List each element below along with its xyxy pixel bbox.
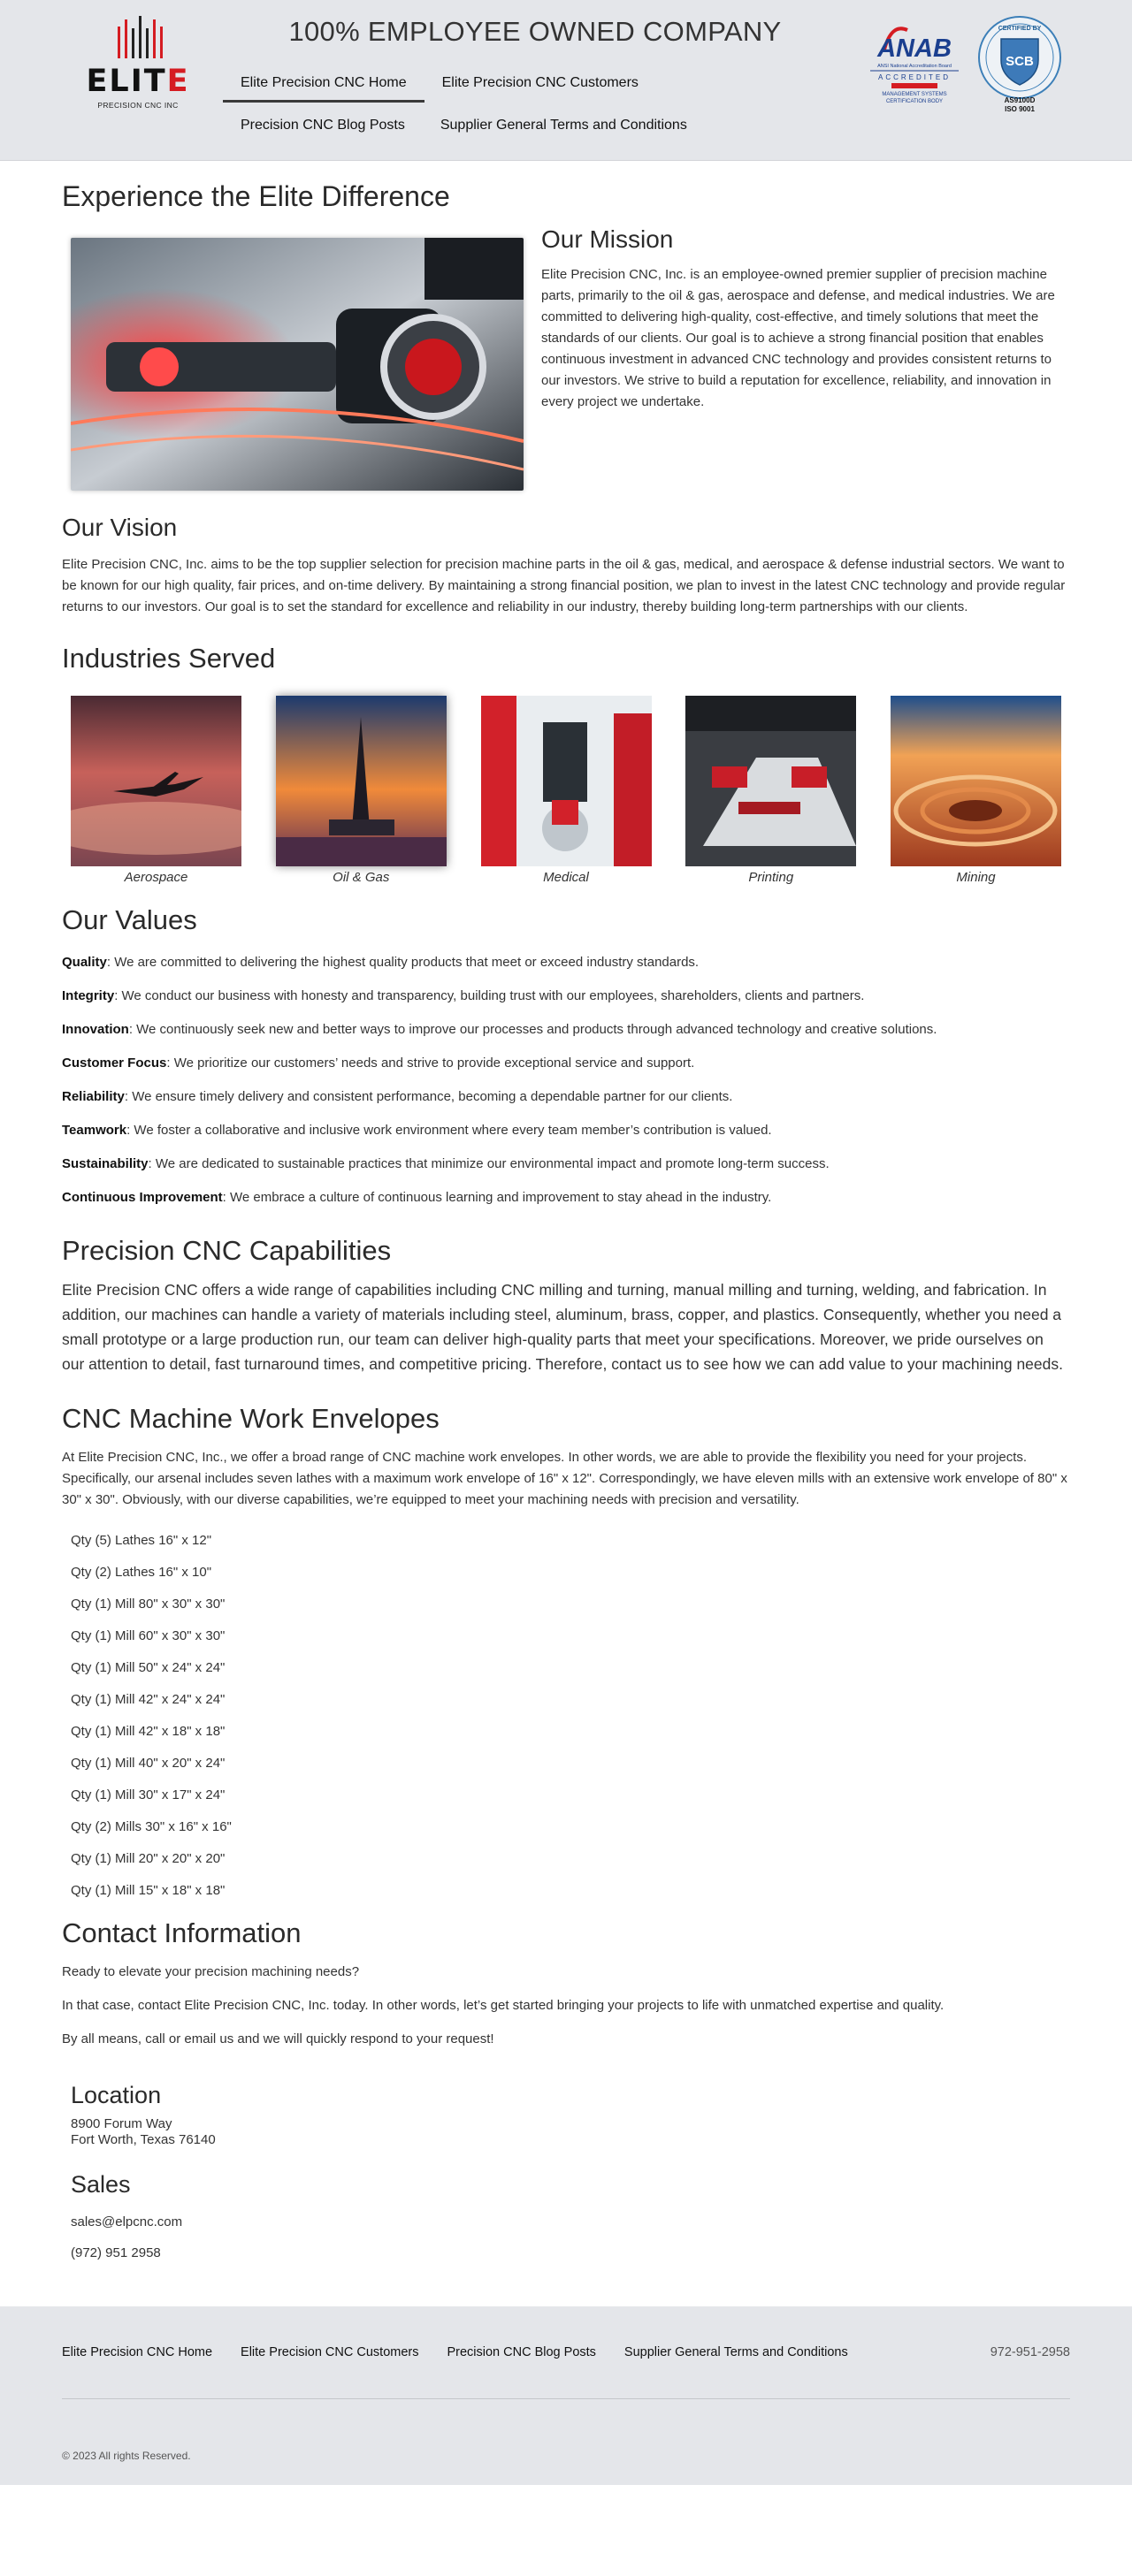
footer-home-link[interactable]: Elite Precision CNC Home (62, 2345, 213, 2359)
logo-bars-icon (69, 16, 207, 64)
site-header (0, 0, 1132, 161)
location-heading: Location (71, 2082, 162, 2108)
svg-text:ANAB: ANAB (877, 34, 952, 63)
printing-image (685, 696, 856, 866)
nav-home-link[interactable]: Elite Precision CNC Home (223, 64, 424, 103)
values-heading: Our Values (62, 904, 197, 935)
envelopes-intro: At Elite Precision CNC, Inc., we offer a broad range of CNC machine work envelopes. In other words, we are able to provide the flexibility you need for your projects. Specifically, our arsenal includes seven lathes with a maximum work envelope of 16" x 12". Correspondingly, we have eleven mills with an extensive work envelope of 80" x 30" x 30". Obviously, with our diverse capabilities, we’re equipped to meet your machining needs with precision and versatility. (62, 1450, 1067, 1507)
list-item: Qty (5) Lathes 16" x 12" (71, 1533, 212, 1548)
mission-section (62, 225, 1070, 491)
anab-accreditation-badge (865, 19, 964, 111)
industry-card-aerospace[interactable] (71, 696, 241, 885)
capabilities-text: Elite Precision CNC offers a wide range of capabilities including CNC milling and turning, manual milling and turning, welding, and fabrication. In addition, our machines can handle a variety of materials including steel, aluminum, brass, copper, and plastics. Consequently, whether you need a small prototype or a large production run, our team can deliver high-quality parts that meet your specifications. Moreover, we pride ourselves on our attention to detail, fast turnaround times, and competitive pricing. Therefore, contact us to see how we can add value to your machining needs. (62, 1281, 1063, 1373)
mission-text: Elite Precision CNC, Inc. is an employee-owned premier supplier of precision machine parts, primarily to the oil & gas, aerospace and defense, and medical industries. We are committed to delivering high-quality, cost-effective, and timely solutions that meet the standards of our clients. Our goal is to achieve a strong financial position that enables continuous investment in advanced CNC technology and provides consistent returns to our investors. We strive to build a reputation for excellence, reliability, and innovation in every project we undertake. (541, 267, 1055, 409)
industry-caption: Aerospace (124, 870, 188, 885)
oil-gas-image (276, 696, 447, 866)
footer-nav (62, 2345, 876, 2359)
sales-email-link[interactable]: sales@elpcnc.com (71, 2214, 183, 2229)
site-footer (0, 2306, 1132, 2485)
svg-text:AS9100D: AS9100D (1004, 96, 1036, 104)
capabilities-heading: Precision CNC Capabilities (62, 1235, 392, 1266)
svg-text:ACCREDITED: ACCREDITED (877, 73, 952, 81)
value-item: Reliability: We ensure timely delivery and consistent performance, becoming a dependable partner for our clients. (62, 1089, 733, 1104)
contact-heading: Contact Information (62, 1917, 302, 1948)
address-line-2: Fort Worth, Texas 76140 (71, 2132, 216, 2147)
aerospace-image (71, 696, 241, 866)
industry-caption: Oil & Gas (333, 870, 390, 885)
footer-terms-link[interactable]: Supplier General Terms and Conditions (623, 2345, 848, 2359)
list-item: Qty (1) Mill 42" x 18" x 18" (71, 1724, 226, 1739)
value-item: Customer Focus: We prioritize our customers’ needs and strive to provide exceptional service and support. (62, 1056, 695, 1071)
contact-text-3: By all means, call or email us and we will quickly respond to your request! (62, 2031, 494, 2046)
mining-image (891, 696, 1061, 866)
nav-terms-link[interactable]: Supplier General Terms and Conditions (440, 118, 687, 133)
copyright: © 2023 All rights Reserved. (62, 2450, 191, 2462)
svg-text:CERTIFICATION BODY: CERTIFICATION BODY (885, 99, 944, 104)
industry-card-printing[interactable] (685, 696, 856, 885)
envelopes-heading: CNC Machine Work Envelopes (62, 1403, 440, 1434)
industry-card-medical[interactable] (481, 696, 652, 885)
list-item: Qty (1) Mill 80" x 30" x 30" (71, 1597, 226, 1612)
scb-certification-badge (976, 14, 1063, 113)
industry-card-oil-gas[interactable] (276, 696, 447, 885)
value-item: Teamwork: We foster a collaborative and inclusive work environment where every team member’s contribution is valued. (62, 1123, 772, 1138)
logo-wordmark: ELITE (86, 64, 190, 99)
list-item: Qty (1) Mill 15" x 18" x 18" (71, 1883, 226, 1898)
vision-heading: Our Vision (62, 514, 178, 541)
svg-text:ISO 9001: ISO 9001 (1005, 105, 1035, 113)
svg-text:MANAGEMENT SYSTEMS: MANAGEMENT SYSTEMS (882, 92, 947, 97)
sales-phone-link[interactable]: (972) 951 2958 (71, 2245, 161, 2260)
industries-gallery (71, 696, 1061, 885)
list-item: Qty (1) Mill 20" x 20" x 20" (71, 1851, 226, 1866)
list-item: Qty (1) Mill 50" x 24" x 24" (71, 1660, 226, 1675)
footer-phone-link[interactable]: 972-951-2958 (990, 2345, 1070, 2359)
value-item: Integrity: We conduct our business with honesty and transparency, building trust with our employees, shareholders, clients and partners. (62, 988, 865, 1003)
value-item: Quality: We are committed to delivering the highest quality products that meet or exceed industry standards. (62, 955, 700, 970)
contact-text-2: In that case, contact Elite Precision CNC, Inc. today. In other words, let’s get started bringing your projects to life with unmatched expertise and quality. (62, 1998, 945, 2013)
cnc-spindle-hero-image (71, 238, 524, 491)
logo-subtitle: PRECISION CNC INC (97, 101, 179, 110)
list-item: Qty (1) Mill 42" x 24" x 24" (71, 1692, 226, 1707)
industry-caption: Mining (956, 870, 996, 885)
svg-text:CERTIFIED BY: CERTIFIED BY (998, 26, 1042, 32)
industry-caption: Printing (748, 870, 794, 885)
svg-text:ANSI National Accreditation Bo: ANSI National Accreditation Board (877, 64, 952, 69)
footer-customers-link[interactable]: Elite Precision CNC Customers (241, 2345, 419, 2359)
list-item: Qty (1) Mill 40" x 20" x 24" (71, 1756, 226, 1771)
nav-blog-link[interactable]: Precision CNC Blog Posts (241, 118, 405, 133)
address (71, 2116, 1070, 2148)
contact-details (71, 2082, 1070, 2260)
contact-text-1: Ready to elevate your precision machining needs? (62, 1964, 360, 1979)
value-item: Sustainability: We are dedicated to sustainable practices that minimize our environmental impact and promote long-term success. (62, 1156, 830, 1171)
nav-customers-link[interactable]: Elite Precision CNC Customers (441, 75, 639, 90)
sales-heading: Sales (71, 2171, 131, 2198)
envelopes-list (71, 1532, 1070, 1914)
tagline: 100% EMPLOYEE OWNED COMPANY (288, 16, 782, 47)
footer-divider (62, 2398, 1070, 2399)
mission-heading: Our Mission (541, 225, 674, 253)
list-item: Qty (1) Mill 60" x 30" x 30" (71, 1628, 226, 1643)
industries-heading: Industries Served (62, 643, 276, 674)
elite-logo[interactable] (69, 16, 207, 111)
industry-caption: Medical (543, 870, 589, 885)
value-item: Innovation: We continuously seek new and better ways to improve our processes and products through advanced technology and creative solutions. (62, 1022, 937, 1037)
list-item: Qty (2) Mills 30" x 16" x 16" (71, 1819, 232, 1834)
main-content (0, 161, 1132, 2260)
list-item: Qty (1) Mill 30" x 17" x 24" (71, 1787, 226, 1802)
footer-blog-link[interactable]: Precision CNC Blog Posts (447, 2345, 596, 2359)
svg-text:SCB: SCB (1006, 54, 1034, 69)
address-line-1: 8900 Forum Way (71, 2116, 172, 2131)
medical-image (481, 696, 652, 866)
list-item: Qty (2) Lathes 16" x 10" (71, 1565, 212, 1580)
vision-text: Elite Precision CNC, Inc. aims to be the top supplier selection for precision machine parts in the oil & gas, medical, and aerospace & defense industrial sectors. We want to be known for our high quality, fair prices, and on-time delivery. By maintaining a strong financial position, we plan to invest in the latest CNC technology and provide regular returns to our investors. Our goal is to set the standard for excellence and reliability in our industry, thereby building long-term partnerships with our clients. (62, 557, 1066, 614)
value-item: Continuous Improvement: We embrace a culture of continuous learning and improvement to stay ahead in the industry. (62, 1190, 772, 1205)
experience-heading: Experience the Elite Difference (62, 180, 450, 212)
industry-card-mining[interactable] (891, 696, 1061, 885)
values-list (62, 952, 1070, 1208)
